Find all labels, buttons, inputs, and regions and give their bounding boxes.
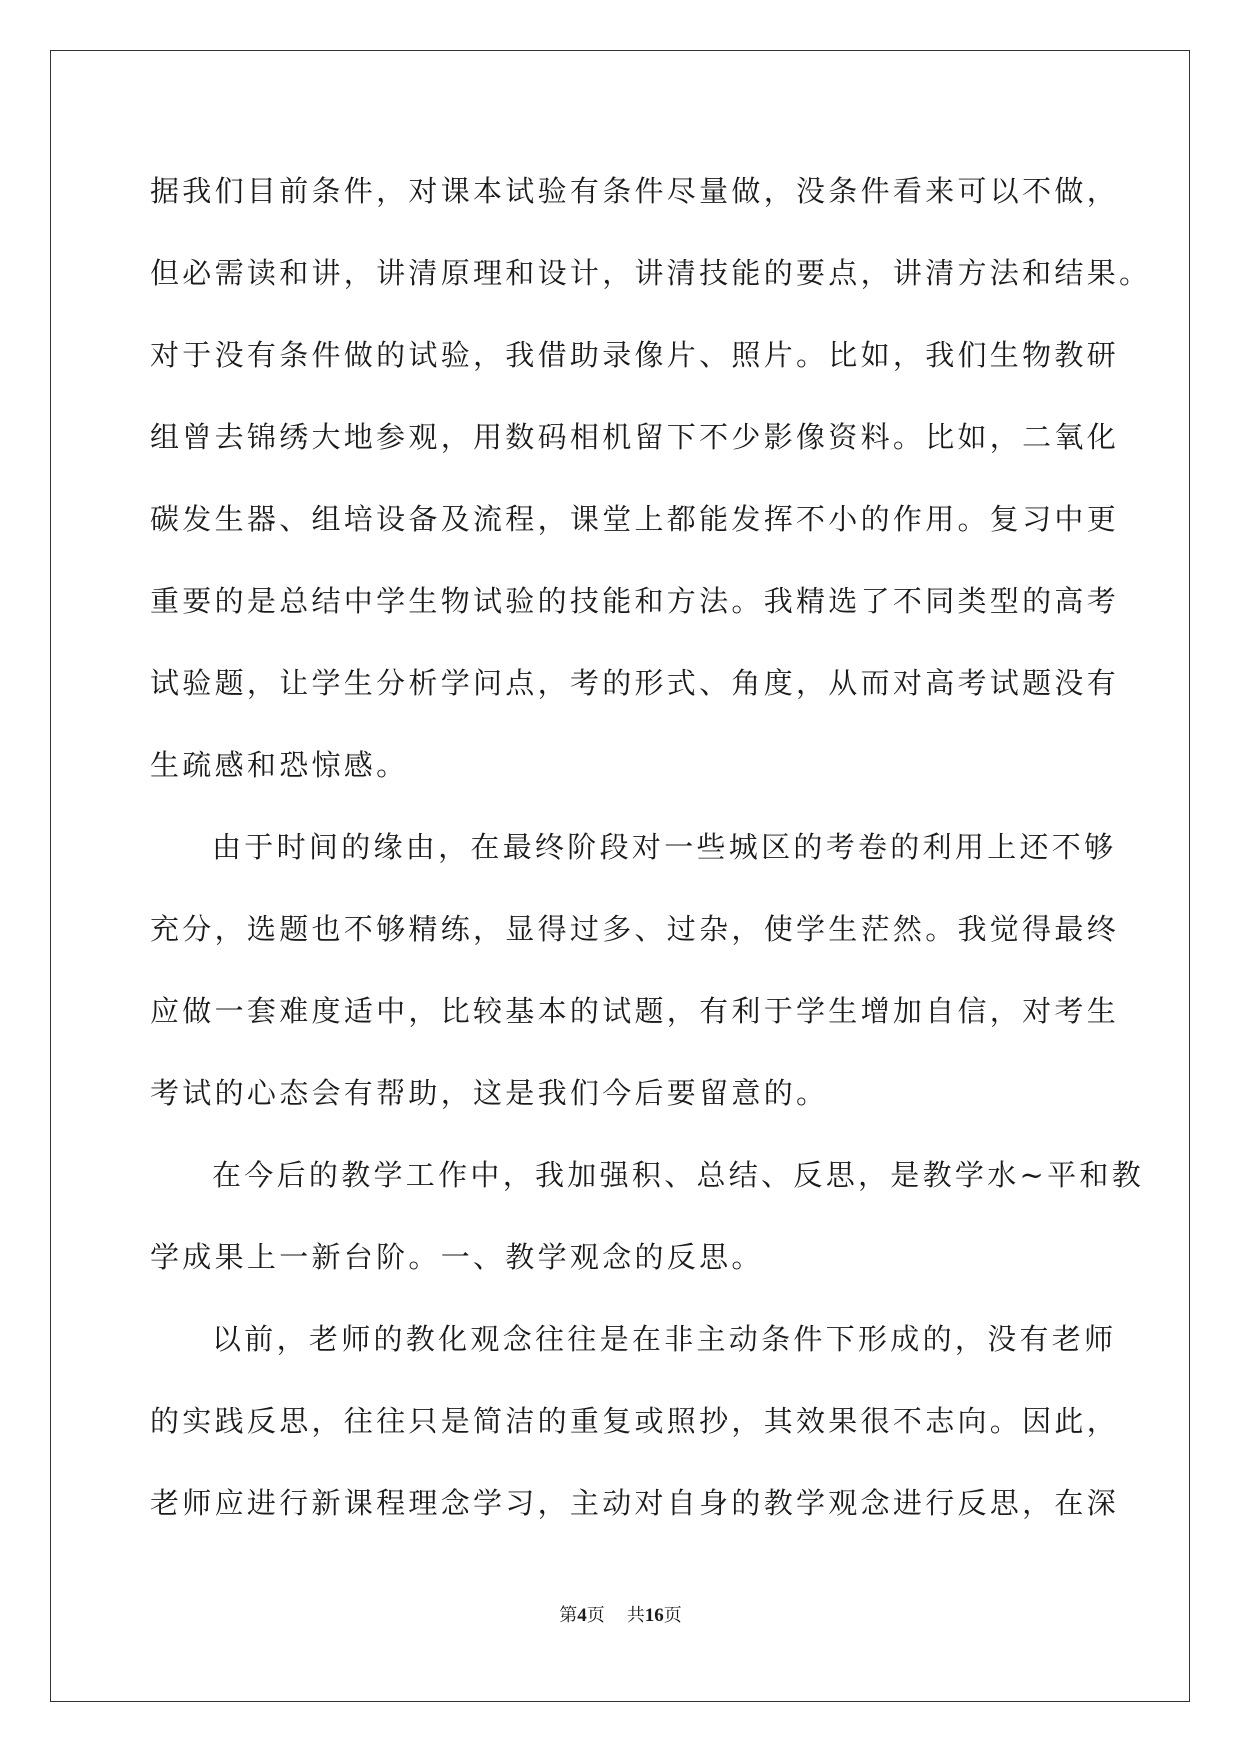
text-line: 组曾去锦绣大地参观，用数码相机留下不少影像资料。比如，二氧化 [150, 420, 1120, 454]
paragraph-start-line: 由于时间的缘由，在最终阶段对一些城区的考卷的利用上还不够 [212, 830, 1117, 864]
text-line: 应做一套难度适中，比较基本的试题，有利于学生增加自信，对考生 [150, 994, 1120, 1028]
page-footer [0, 1605, 1241, 1627]
page-number: 4 [577, 1605, 587, 1626]
text-line: 试验题，让学生分析学问点，考的形式、角度，从而对高考试题没有 [150, 666, 1120, 700]
paragraph-start-line: 以前，老师的教化观念往往是在非主动条件下形成的，没有老师 [212, 1322, 1117, 1356]
text-line: 充分，选题也不够精练，显得过多、过杂，使学生茫然。我觉得最终 [150, 912, 1120, 946]
document-body [150, 150, 1152, 1544]
total-prefix: 共 [626, 1605, 645, 1626]
text-line: 生疏感和恐惊感。 [150, 748, 409, 782]
text-line: 碳发生器、组培设备及流程，课堂上都能发挥不小的作用。复习中更 [150, 502, 1120, 536]
total-suffix: 页 [663, 1605, 682, 1626]
text-line: 重要的是总结中学生物试验的技能和方法。我精选了不同类型的高考 [150, 584, 1120, 618]
paragraph-start-line: 在今后的教学工作中，我加强积、总结、反思，是教学水~平和教 [212, 1158, 1144, 1192]
page-prefix: 第 [559, 1605, 578, 1626]
text-line: 对于没有条件做的试验，我借助录像片、照片。比如，我们生物教研 [150, 338, 1120, 372]
text-line: 据我们目前条件，对课本试验有条件尽量做，没条件看来可以不做， [150, 174, 1120, 208]
text-line: 的实践反思，往往只是简洁的重复或照抄，其效果很不志向。因此， [150, 1404, 1120, 1438]
text-line: 但必需读和讲，讲清原理和设计，讲清技能的要点，讲清方法和结果。 [150, 256, 1152, 290]
page-suffix: 页 [586, 1605, 605, 1626]
text-line: 考试的心态会有帮助，这是我们今后要留意的。 [150, 1076, 829, 1110]
text-line: 老师应进行新课程理念学习，主动对自身的教学观念进行反思，在深 [150, 1486, 1120, 1520]
text-line: 学成果上一新台阶。一、教学观念的反思。 [150, 1240, 764, 1274]
total-pages: 16 [644, 1605, 664, 1626]
